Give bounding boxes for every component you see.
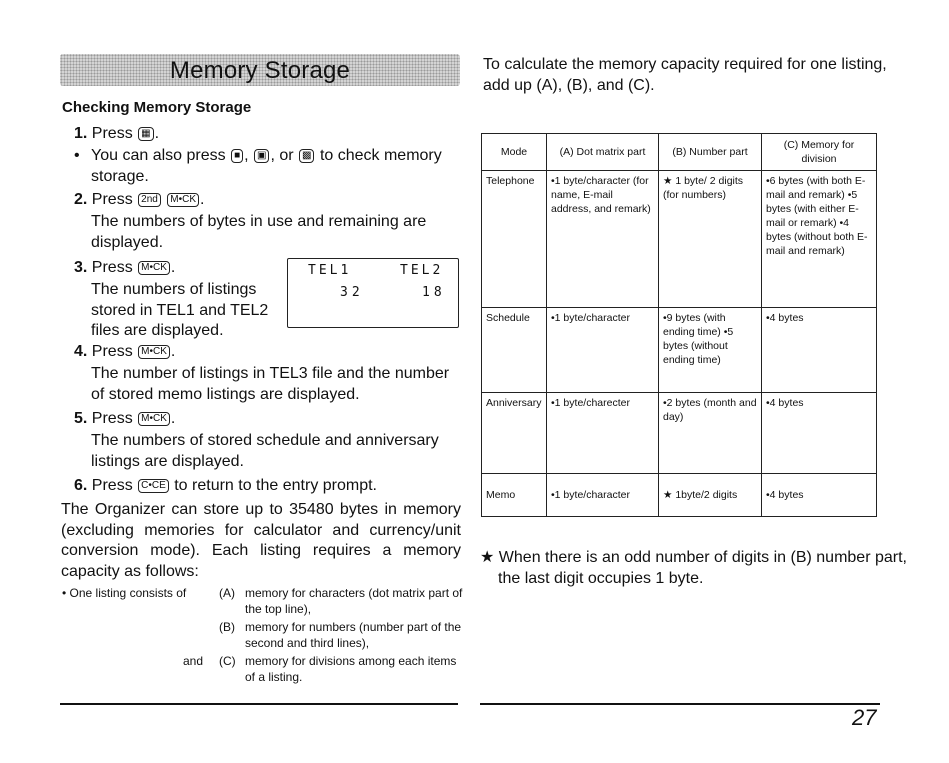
step-1-note-text: You can also press ■ , ▣ , or ▩ to check memory storage. — [91, 147, 442, 185]
section-heading: Checking Memory Storage — [62, 99, 252, 116]
step-4-desc: The number of listings in TEL3 file and the number of stored memo listings are displayed. — [91, 365, 450, 403]
step-1-note: • — [74, 147, 80, 164]
bottom-rule-left — [60, 703, 458, 705]
anniversary-key-icon: ▩ — [299, 149, 314, 163]
step-2: 2. Press 2nd M•CK . — [74, 191, 205, 208]
table-row — [482, 171, 877, 308]
memory-paragraph: The Organizer can store up to 35480 bytes in memory (excluding memories for calculator and currency/unit conversion mode). Each listing requires a memory capacity as follows: — [61, 501, 461, 580]
cell-c: •6 bytes (with both E-mail and remark) •5 bytes (with either E-mail or remark) •4 bytes (without both E-mail and remark) — [762, 171, 877, 308]
memo-key-icon: ▦ — [138, 127, 153, 141]
step-5: 5. Press M•CK . — [74, 410, 176, 427]
listing-b-text: memory for numbers (number part of the second and third lines), — [245, 620, 462, 650]
tel-key-icon: ■ — [231, 149, 243, 163]
lcd-display — [287, 258, 459, 328]
lcd-label-tel2: TEL2 — [400, 263, 444, 278]
footnote: ★ When there is an odd number of digits in (B) number part, the last digit occupies 1 byte. — [480, 549, 907, 587]
right-intro: To calculate the memory capacity required for one listing, add up (A), (B), and (C). — [483, 56, 887, 94]
listing-lead: • One listing consists of — [62, 586, 187, 600]
listing-c-text: memory for divisions among each items of a listing. — [245, 654, 457, 684]
cell-a: •1 byte/character (for name, E-mail address, and remark) — [547, 171, 659, 308]
table-row — [482, 308, 877, 393]
header-c: (C) Memory for division — [762, 134, 877, 171]
step-5-desc: The numbers of stored schedule and anniversary listings are displayed. — [91, 432, 439, 470]
mck-key: M•CK — [167, 193, 199, 207]
table-row — [482, 393, 877, 474]
lcd-label-tel1: TEL1 — [308, 263, 352, 278]
step-1: 1. Press ▦ . — [74, 125, 160, 142]
header-mode: Mode — [482, 134, 547, 171]
cell-mode: Memo — [482, 474, 547, 517]
cell-c: •4 bytes — [762, 308, 877, 393]
cell-b: •9 bytes (with ending time) •5 bytes (without ending time) — [659, 308, 762, 393]
step-3: 3. Press M•CK . — [74, 259, 176, 276]
lcd-value-tel1: 32 — [340, 285, 364, 300]
table-row — [482, 474, 877, 517]
cell-a: •1 byte/character — [547, 308, 659, 393]
cell-a: •1 byte/charecter — [547, 393, 659, 474]
table-header-row — [482, 134, 877, 171]
2nd-key: 2nd — [138, 193, 161, 207]
header-b: (B) Number part — [659, 134, 762, 171]
listing-b-tag: (B) — [219, 620, 235, 634]
mck-key: M•CK — [138, 412, 170, 426]
cell-b: ★ 1 byte/ 2 digits (for numbers) — [659, 171, 762, 308]
listing-c-tag: (C) — [219, 654, 236, 668]
header-a: (A) Dot matrix part — [547, 134, 659, 171]
cell-c: •4 bytes — [762, 474, 877, 517]
step-3-desc: The numbers of listings stored in TEL1 and TEL2 files are displayed. — [91, 281, 269, 339]
listing-a-text: memory for characters (dot matrix part of the top line), — [245, 586, 463, 616]
mck-key: M•CK — [138, 261, 170, 275]
cell-a: •1 byte/character — [547, 474, 659, 517]
cce-key: C•CE — [138, 479, 169, 493]
bottom-rule-right — [480, 703, 880, 705]
step-6: 6. Press C•CE to return to the entry prompt. — [74, 477, 377, 494]
step-2-desc: The numbers of bytes in use and remaining are displayed. — [91, 213, 427, 251]
listing-and: and — [183, 654, 204, 668]
cell-b: ★ 1byte/2 digits — [659, 474, 762, 517]
cell-c: •4 bytes — [762, 393, 877, 474]
mck-key: M•CK — [138, 345, 170, 359]
banner-title: Memory Storage — [169, 57, 351, 84]
cell-mode: Anniversary — [482, 393, 547, 474]
step-4: 4. Press M•CK . — [74, 343, 176, 360]
cell-b: •2 bytes (month and day) — [659, 393, 762, 474]
memory-table — [481, 133, 877, 517]
listing-a-tag: (A) — [219, 586, 235, 600]
page-number: 27 — [852, 705, 877, 730]
lcd-value-tel2: 18 — [422, 285, 446, 300]
cell-mode: Telephone — [482, 171, 547, 308]
section-banner — [60, 54, 460, 86]
cell-mode: Schedule — [482, 308, 547, 393]
schedule-key-icon: ▣ — [254, 149, 269, 163]
